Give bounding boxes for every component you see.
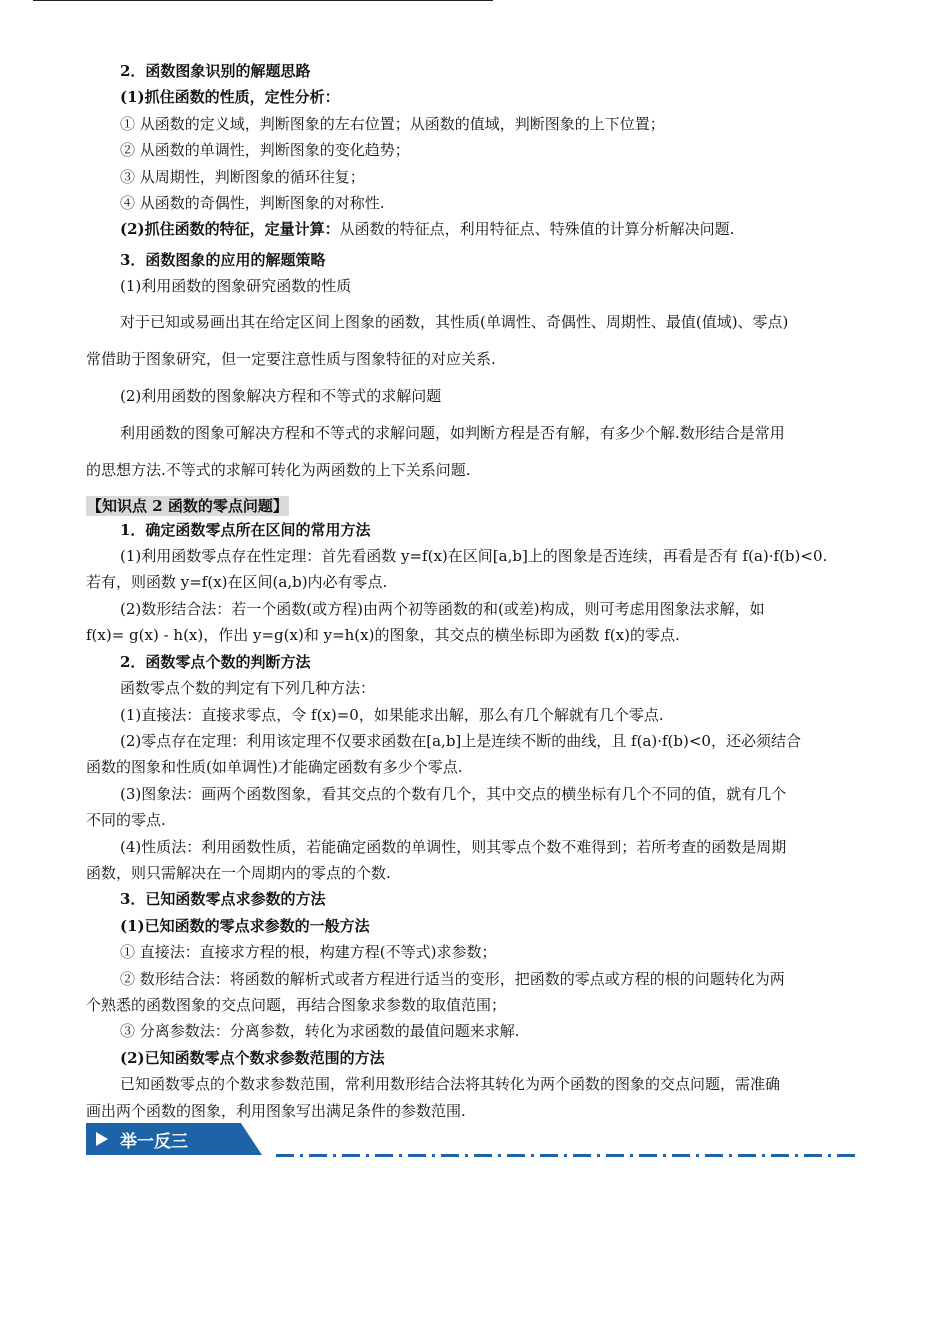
list-item: ② 数形结合法：将函数的解析式或者方程进行适当的变形，把函数的零点或方程的根的问题转化为两 — [120, 969, 785, 988]
list-item: ④ 从函数的奇偶性，判断图象的对称性. — [120, 194, 385, 213]
paragraph-line: f(x)= g(x) - h(x)，作出 y=g(x)和 y=h(x)的图象，其交点的横坐标即为函数 f(x)的零点. — [86, 626, 680, 645]
subheading: (1)抓住函数的性质，定性分析： — [120, 88, 340, 107]
section-heading: 2．函数图象识别的解题思路 — [120, 62, 311, 80]
section-heading: 1．确定函数零点所在区间的常用方法 — [120, 520, 371, 539]
section-heading: 3．已知函数零点求参数的方法 — [120, 890, 326, 909]
paragraph-line: (2)数形结合法：若一个函数(或方程)由两个初等函数的和(或差)构成，则可考虑用图象法求解，如 — [120, 599, 765, 618]
paragraph-line: (2)零点存在定理：利用该定理不仅要求函数在[a,b]上是连续不断的曲线，且 f(a)·f(b)<0，还必须结合 — [120, 731, 801, 750]
banner-label: 举一反三 — [120, 1132, 188, 1152]
section-heading: 2．函数零点个数的判断方法 — [120, 652, 311, 671]
paragraph-line: 的思想方法.不等式的求解可转化为两函数的上下关系问题. — [86, 460, 471, 479]
subheading: (1)已知函数的零点求参数的一般方法 — [120, 916, 370, 935]
knowledge-point-label — [86, 495, 864, 517]
paragraph-line: 若有，则函数 y=f(x)在区间(a,b)内必有零点. — [86, 573, 388, 592]
paragraph-line: (4)性质法：利用函数性质，若能确定函数的单调性，则其零点个数不难得到；若所考查的函数是周期 — [120, 837, 787, 856]
list-item: 个熟悉的函数图象的交点问题，再结合图象求参数的取值范围； — [86, 995, 507, 1014]
document-body — [86, 58, 864, 1124]
section-banner — [86, 1123, 866, 1163]
header-rule — [33, 0, 493, 1]
paragraph-line: (3)图象法：画两个函数图象，看其交点的个数有几个，其中交点的横坐标有几个不同的值，就有几个 — [120, 784, 787, 803]
paragraph-text: 从函数的特征点，利用特征点、特殊值的计算分析解决问题. — [339, 220, 735, 239]
paragraph-line: 对于已知或易画出其在给定区间上图象的函数，其性质(单调性、奇偶性、周期性、最值(值域)、零点) — [120, 312, 789, 331]
paragraph-line: 函数零点个数的判定有下列几种方法： — [120, 679, 376, 698]
paragraph-line: 常借助于图象研究，但一定要注意性质与图象特征的对应关系. — [86, 349, 496, 368]
paragraph-line: (1)利用函数零点存在性定理：首先看函数 y=f(x)在区间[a,b]上的图象是否连续，再看是否有 f(a)·f(b)<0. — [120, 547, 828, 566]
paragraph — [86, 216, 864, 242]
play-triangle-icon — [96, 1132, 108, 1146]
paragraph-line: 不同的零点. — [86, 811, 166, 830]
subheading: (1)利用函数的图象研究函数的性质 — [120, 277, 352, 296]
list-item: ② 从函数的单调性，判断图象的变化趋势； — [120, 141, 410, 160]
paragraph-line: (1)直接法：直接求零点，令 f(x)=0，如果能求出解，那么有几个解就有几个零点. — [120, 705, 664, 724]
paragraph-line: 函数的图象和性质(如单调性)才能确定函数有多少个零点. — [86, 758, 463, 777]
list-item: ① 直接法：直接求方程的根，构建方程(不等式)求参数； — [120, 943, 497, 962]
list-item: ③ 从周期性，判断图象的循环往复； — [120, 167, 365, 186]
paragraph-line: 已知函数零点的个数求参数范围，常利用数形结合法将其转化为两个函数的图象的交点问题，需准确 — [120, 1075, 781, 1094]
paragraph-line: 函数，则只需解决在一个周期内的零点的个数. — [86, 863, 391, 882]
paragraph-line: 画出两个函数的图象，利用图象写出满足条件的参数范围. — [86, 1101, 466, 1120]
subheading: (2)利用函数的图象解决方程和不等式的求解问题 — [120, 386, 442, 405]
paragraph-line: 利用函数的图象可解决方程和不等式的求解问题，如判断方程是否有解，有多少个解.数形结合是常用 — [120, 423, 785, 442]
knowledge-point-text: 【知识点 2 函数的零点问题】 — [87, 496, 288, 515]
section-heading: 3．函数图象的应用的解题策略 — [120, 250, 326, 269]
list-item: ③ 分离参数法：分离参数，转化为求函数的最值问题来求解. — [120, 1022, 520, 1041]
subheading: (2)已知函数零点个数求参数范围的方法 — [120, 1048, 385, 1067]
list-item: ① 从函数的定义域，判断图象的左右位置；从函数的值域，判断图象的上下位置； — [120, 114, 665, 133]
dash-divider — [276, 1154, 860, 1157]
paragraph-lead: (2)抓住函数的特征，定量计算： — [120, 220, 340, 239]
